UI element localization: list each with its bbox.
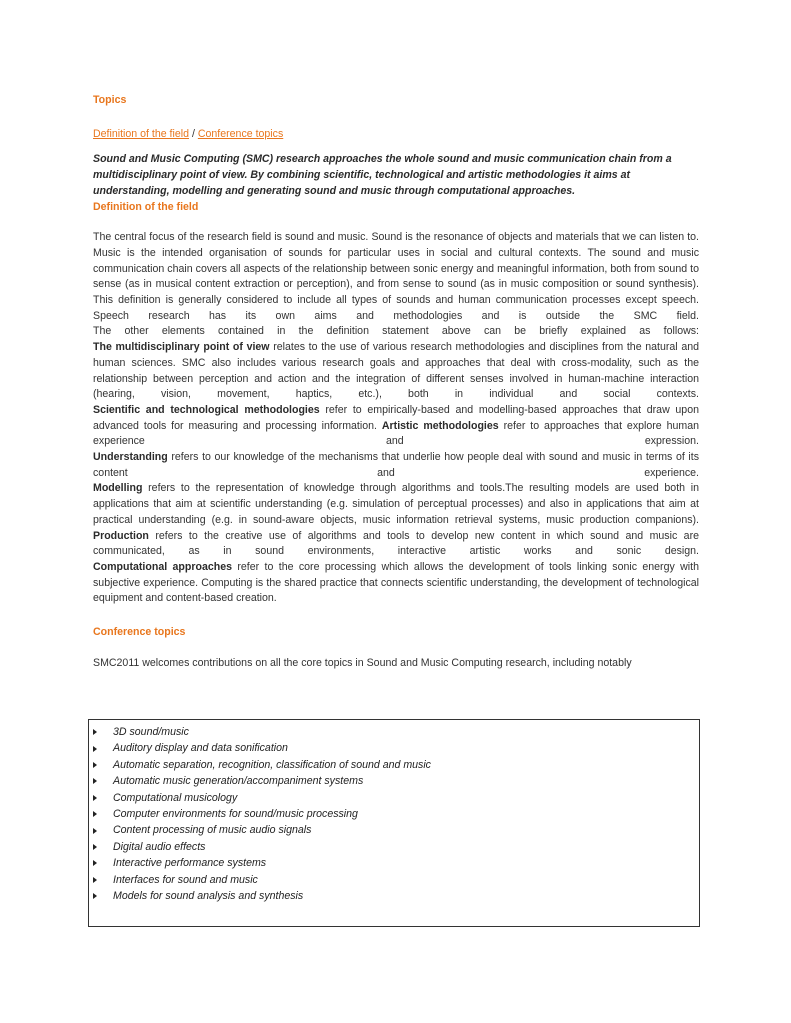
term-multidisciplinary [93, 340, 699, 403]
bullet-icon [93, 844, 97, 850]
document-body [93, 93, 699, 672]
term-text: refers to the representation of knowledge through algorithms and tools.The resulting models are used both in applications that aim at scientific understanding (e.g. simulation of perceptual processes) and also in applications that aim at practical understanding (e.g. in sound-aware objects, music information retrieval systems, music production companions). [93, 482, 699, 526]
list-item: Auditory display and data sonification [93, 740, 699, 756]
list-item: Automatic separation, recognition, classification of sound and music [93, 757, 699, 773]
conference-topics-link[interactable]: Conference topics [197, 127, 284, 140]
list-item: Interfaces for sound and music [93, 872, 699, 888]
definition-link[interactable]: Definition of the field [93, 127, 189, 140]
conference-heading: Conference topics [93, 626, 186, 639]
bullet-icon [93, 860, 97, 866]
term-production [93, 529, 699, 560]
list-item: 3D sound/music [93, 724, 699, 740]
topics-list [89, 720, 699, 904]
bullet-icon [93, 729, 97, 735]
term-text: refers to our knowledge of the mechanisms that underlie how people deal with sound and music in terms of its content and experience. [93, 451, 699, 479]
list-item: Computer environments for sound/music processing [93, 806, 699, 822]
definition-heading: Definition of the field [93, 200, 199, 213]
list-item: Computational musicology [93, 790, 699, 806]
bullet-icon [93, 828, 97, 834]
conference-lead: SMC2011 welcomes contributions on all the core topics in Sound and Music Computing research, including notably [93, 656, 632, 669]
nav-links [93, 127, 699, 143]
definition-intro-line: The other elements contained in the definition statement above can be briefly explained as follows: [93, 325, 699, 338]
bullet-icon [93, 877, 97, 883]
list-item: Automatic music generation/accompaniment systems [93, 773, 699, 789]
list-item: Content processing of music audio signals [93, 822, 699, 838]
term-label: Understanding [93, 451, 168, 464]
bullet-icon [93, 746, 97, 752]
term-label: Artistic methodologies [381, 419, 499, 432]
term-text: relates to the use of various research methodologies and disciplines from the natural and human sciences. SMC also includes various research goals and approaches that deal with cross-modality, such as the relationship between perception and action and the integration of different senses involved in human-machine interaction (hearing, vision, movement, haptics, etc.), both in individual and social contexts. [93, 341, 699, 401]
bullet-icon [93, 762, 97, 768]
bullet-icon [93, 893, 97, 899]
term-text: refer to approaches that explore human experience and expression. [93, 419, 699, 448]
definition-paragraph: The central focus of the research field is sound and music. Sound is the resonance of objects and materials that we can listen to. Music is the intended organisation of sounds for particular uses in social and cultural contexts. The sound and music communication chain covers all aspects of the relationship between sonic energy and meaningful information, both from sound to sense (as in musical content extraction or perception), and from sense to sound (as in music composition or sound synthesis). This definition is generally considered to include all types of sounds and human communication processes except speech. Speech research has its own aims and methodologies and is outside the SMC field. [93, 231, 699, 322]
bullet-icon [93, 778, 97, 784]
term-text: refers to the creative use of algorithms and tools to develop new content in which sound and music are communicated, as in sound environments, interactive artistic works and sonic design. [93, 529, 699, 558]
term-text: refer to the core processing which allows the development of tools linking sonic energy with subjective experience. Computing is the shared practice that connects scientific understanding, the development of technological equipment and content-based creation. [93, 560, 699, 605]
term-computational [93, 560, 699, 607]
term-label: Scientific and technological methodologies [93, 403, 320, 416]
list-item: Digital audio effects [93, 839, 699, 855]
topics-box [88, 719, 700, 927]
term-label: Modelling [93, 482, 143, 495]
term-label: Computational approaches [93, 560, 232, 573]
term-label: The multidisciplinary point of view [93, 341, 270, 354]
list-item: Interactive performance systems [93, 855, 699, 871]
term-understanding [93, 450, 699, 481]
term-modelling [93, 481, 699, 528]
page-title: Topics [93, 94, 127, 106]
term-text: refer to empirically-based and modelling-based approaches that draw upon advanced tools for measuring and processing information. [93, 403, 699, 432]
term-scientific [93, 403, 699, 450]
term-label: Production [93, 529, 149, 542]
intro-paragraph: Sound and Music Computing (SMC) research approaches the whole sound and music communication chain from a multidisciplinary point of view. By combining scientific, technological and artistic methodologies it aims at understanding, modelling and generating sound and music through computational approaches. [93, 153, 672, 197]
bullet-icon [93, 795, 97, 801]
list-item: Models for sound analysis and synthesis [93, 888, 699, 904]
bullet-icon [93, 811, 97, 817]
nav-separator: / [191, 127, 195, 140]
